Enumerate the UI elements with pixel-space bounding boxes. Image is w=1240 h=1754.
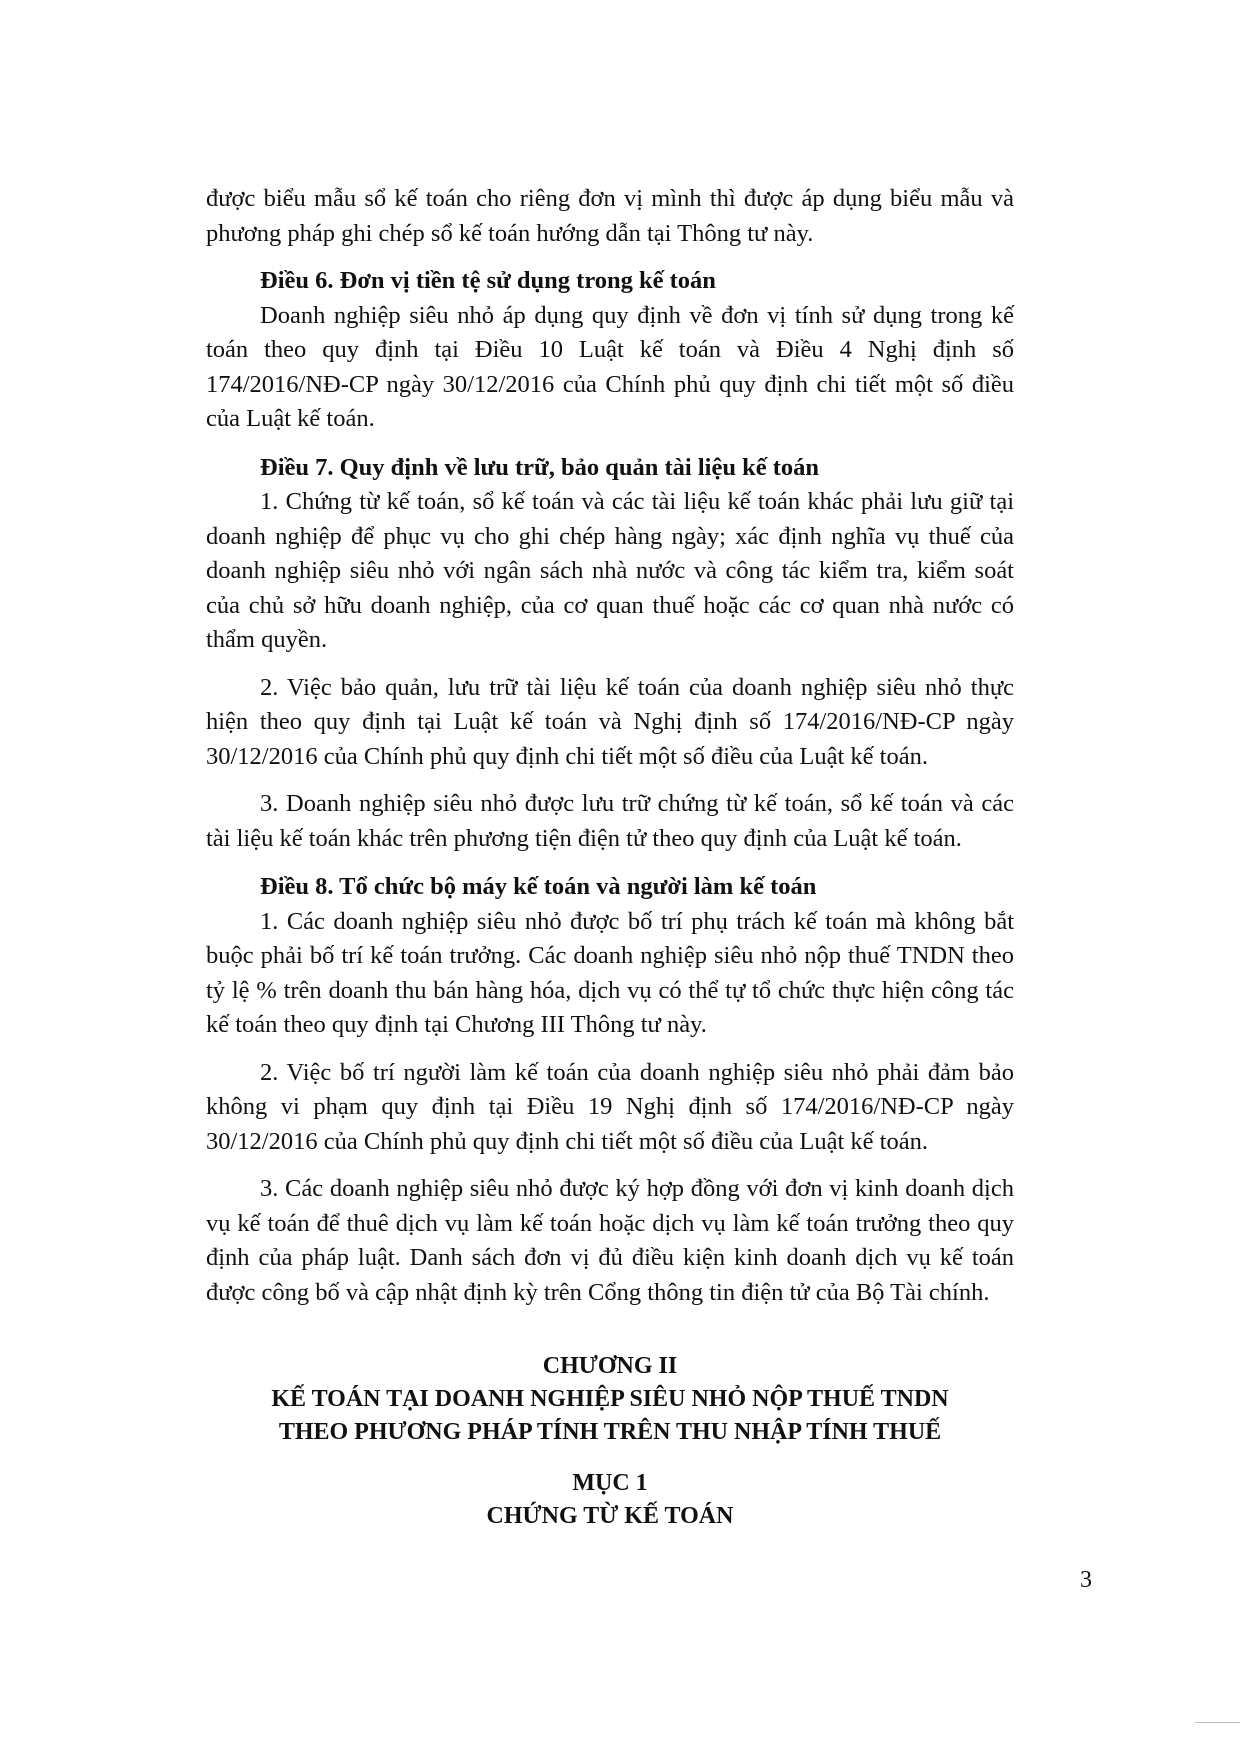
- section-label: MỤC 1: [572, 1470, 648, 1496]
- page-number: 3: [1080, 1567, 1092, 1593]
- chapter-label: CHƯƠNG II: [542, 1353, 678, 1379]
- article-8-clause-2: 2. Việc bố trí người làm kế toán của doanh nghiệp siêu nhỏ phải đảm bảo không vi phạm quy định tại Điều 19 Nghị định số 174/2016/NĐ-CP ngày 30/12/2016 của Chính phủ quy định chi tiết một số điều của Luật kế toán.: [206, 1058, 1014, 1155]
- article-7-clause-2: 2. Việc bảo quản, lưu trữ tài liệu kế toán của doanh nghiệp siêu nhỏ thực hiện theo quy định tại Luật kế toán và Nghị định số 174/2016/NĐ-CP ngày 30/12/2016 của Chính phủ quy định chi tiết một số điều của Luật kế toán.: [206, 673, 1014, 770]
- article-8-clause-1: 1. Các doanh nghiệp siêu nhỏ được bố trí phụ trách kế toán mà không bắt buộc phải bố trí kế toán trưởng. Các doanh nghiệp siêu nhỏ nộp thuế TNDN theo tỷ lệ % trên doanh thu bán hàng hóa, dịch vụ có thể tự tổ chức thực hiện công tác kế toán theo quy định tại Chương III Thông tư này.: [206, 907, 1014, 1038]
- chapter-title-line-2: THEO PHƯƠNG PHÁP TÍNH TRÊN THU NHẬP TÍNH THUẾ: [278, 1419, 942, 1445]
- intro-paragraph: được biểu mẫu sổ kế toán cho riêng đơn vị mình thì được áp dụng biểu mẫu và phương pháp ghi chép sổ kế toán hướng dẫn tại Thông tư này.: [206, 185, 1014, 247]
- article-7-clause-1: 1. Chứng từ kế toán, sổ kế toán và các tài liệu kế toán khác phải lưu giữ tại doanh nghiệp để phục vụ cho ghi chép hàng ngày; xác định nghĩa vụ thuế của doanh nghiệp siêu nhỏ với ngân sách nhà nước và công tác kiểm tra, kiểm soát của chủ sở hữu doanh nghiệp, của cơ quan thuế hoặc các cơ quan nhà nước có thẩm quyền.: [206, 488, 1014, 653]
- chapter-heading-block: [206, 1350, 1014, 1533]
- section-title: CHỨNG TỪ KẾ TOÁN: [486, 1503, 734, 1529]
- article-8-heading: Điều 8. Tổ chức bộ máy kế toán và người làm kế toán: [260, 873, 817, 900]
- article-7-clause-3: 3. Doanh nghiệp siêu nhỏ được lưu trữ chứng từ kế toán, sổ kế toán và các tài liệu kế toán khác trên phương tiện điện tử theo quy định của Luật kế toán.: [206, 790, 1014, 852]
- article-7-heading: Điều 7. Quy định về lưu trữ, bảo quản tài liệu kế toán: [260, 453, 819, 481]
- article-6-paragraph: Doanh nghiệp siêu nhỏ áp dụng quy định về đơn vị tính sử dụng trong kế toán theo quy định tại Điều 10 Luật kế toán và Điều 4 Nghị định số 174/2016/NĐ-CP ngày 30/12/2016 của Chính phủ quy định chi tiết một số điều của Luật kế toán.: [206, 301, 1014, 432]
- article-8-clause-3: 3. Các doanh nghiệp siêu nhỏ được ký hợp đồng với đơn vị kinh doanh dịch vụ kế toán để thuê dịch vụ làm kế toán hoặc dịch vụ làm kế toán trưởng theo quy định của pháp luật. Danh sách đơn vị đủ điều kiện kinh doanh dịch vụ kế toán được công bố và cập nhật định kỳ trên Cổng thông tin điện tử của Bộ Tài chính.: [206, 1175, 1014, 1306]
- article-6-heading: Điều 6. Đơn vị tiền tệ sử dụng trong kế toán: [260, 267, 716, 294]
- footer-rule: [1195, 1722, 1240, 1723]
- document-body: [206, 182, 1014, 1310]
- chapter-title-line-1: KẾ TOÁN TẠI DOANH NGHIỆP SIÊU NHỎ NỘP THUẾ TNDN: [271, 1386, 949, 1412]
